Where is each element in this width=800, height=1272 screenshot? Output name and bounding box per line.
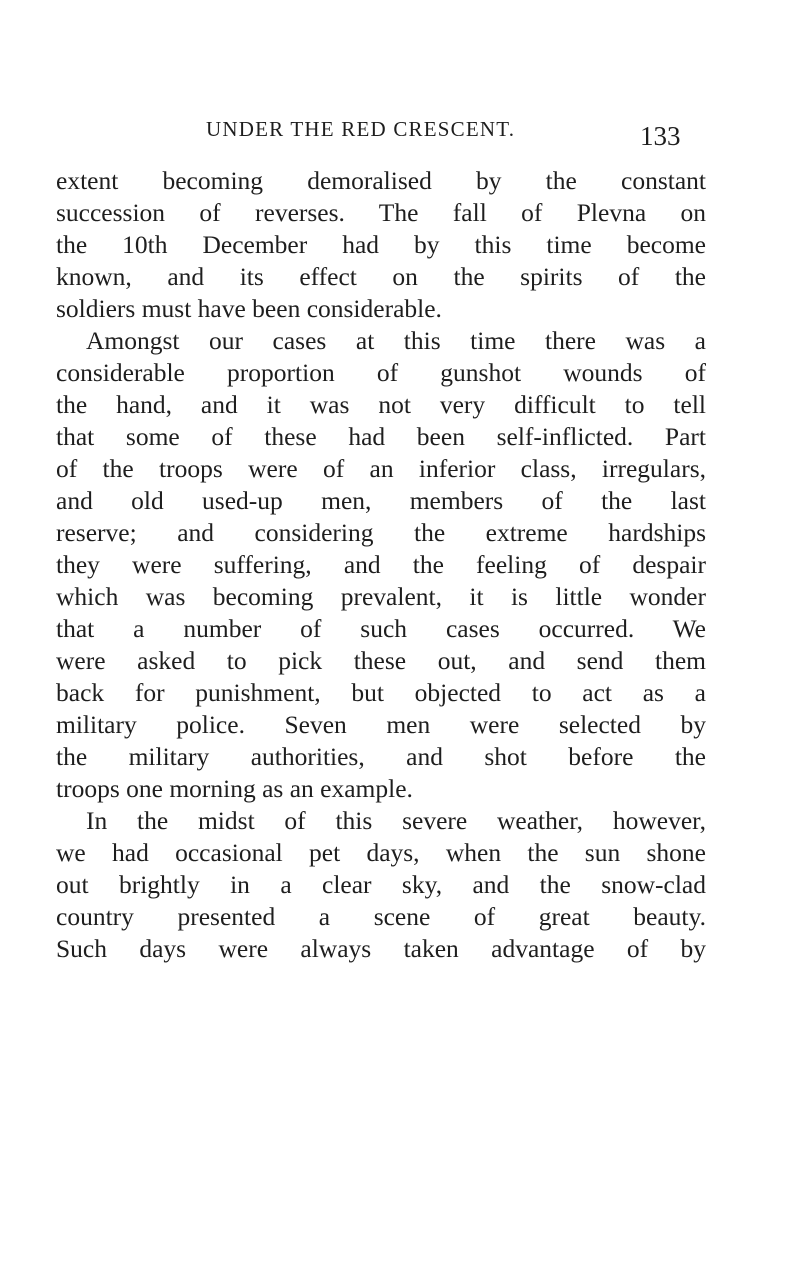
text-line: country presented a scene of great beauty. <box>56 902 706 931</box>
body-text <box>56 165 706 965</box>
text-line: Such days were always taken advantage of by <box>56 934 706 963</box>
text-line: the 10th December had by this time become <box>56 230 706 259</box>
text-line: that a number of such cases occurred. We <box>56 614 706 643</box>
text-line: out brightly in a clear sky, and the snow-clad <box>56 870 706 899</box>
text-line: known, and its effect on the spirits of the <box>56 262 706 291</box>
running-title: UNDER THE RED CRESCENT. <box>206 117 516 141</box>
text-line: succession of reverses. The fall of Plevna on <box>56 198 706 227</box>
text-line: we had occasional pet days, when the sun shone <box>56 838 706 867</box>
text-line: were asked to pick these out, and send them <box>56 646 706 675</box>
text-line: Amongst our cases at this time there was a <box>86 326 706 355</box>
text-line: military police. Seven men were selected by <box>56 710 706 739</box>
text-line: which was becoming prevalent, it is little wonder <box>56 582 706 611</box>
text-line: soldiers must have been considerable. <box>56 294 442 323</box>
text-line: reserve; and considering the extreme hardships <box>56 518 706 547</box>
page-header <box>0 117 800 157</box>
text-line: troops one morning as an example. <box>56 774 413 803</box>
page-number: 133 <box>640 121 681 151</box>
text-line: they were suffering, and the feeling of despair <box>56 550 706 579</box>
text-line: of the troops were of an inferior class, irregulars, <box>56 454 706 483</box>
paragraph-3 <box>56 805 706 965</box>
text-line: back for punishment, but objected to act as a <box>56 678 706 707</box>
text-line: In the midst of this severe weather, however, <box>86 806 706 835</box>
text-line: the hand, and it was not very difficult to tell <box>56 390 706 419</box>
paragraph-2 <box>56 325 706 805</box>
paragraph-1 <box>56 165 706 325</box>
text-line: that some of these had been self-inflicted. Part <box>56 422 706 451</box>
text-line: considerable proportion of gunshot wounds of <box>56 358 706 387</box>
text-line: and old used-up men, members of the last <box>56 486 706 515</box>
text-line: the military authorities, and shot before the <box>56 742 706 771</box>
text-line: extent becoming demoralised by the constant <box>56 166 706 195</box>
